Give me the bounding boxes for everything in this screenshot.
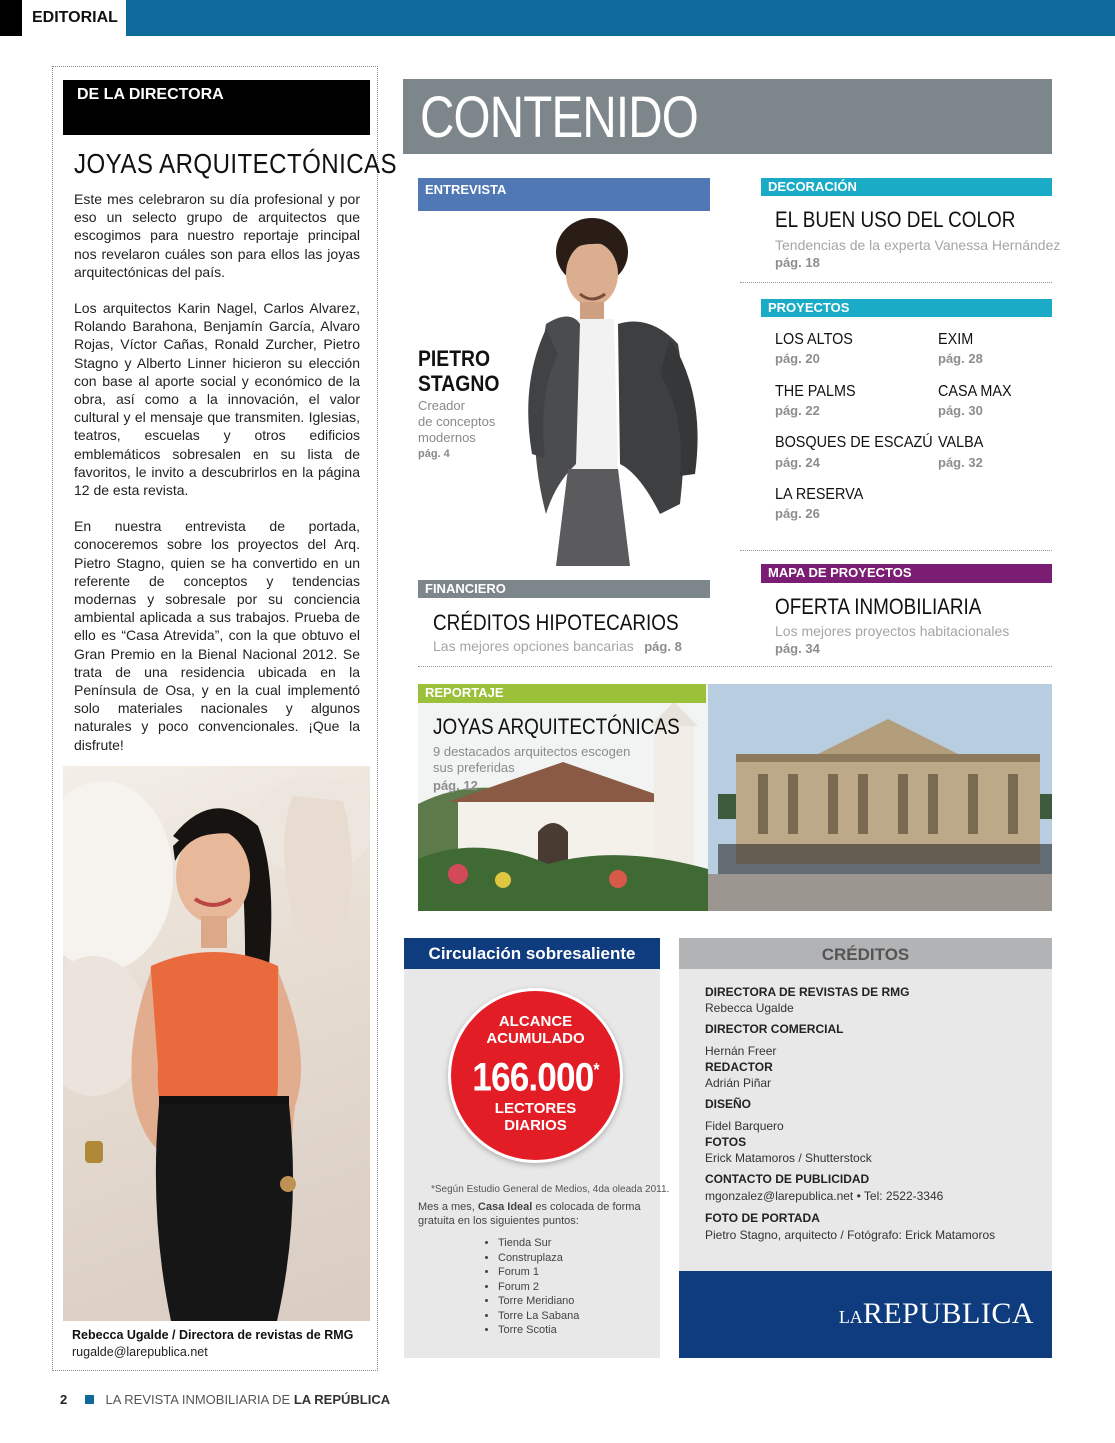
credit-value: Fidel Barquero (705, 1119, 784, 1133)
top-bar (0, 0, 1115, 36)
interviewee-name-line: STAGNO (418, 371, 500, 396)
project-page[interactable]: pág. 30 (938, 403, 983, 418)
circulation-text (418, 1200, 646, 1228)
credits-title: CRÉDITOS (679, 938, 1052, 969)
distribution-points (478, 1236, 579, 1338)
credit-value: Rebecca Ugalde (705, 1001, 794, 1015)
reportaje-label: REPORTAJE (418, 684, 706, 703)
mapa-subtitle: Los mejores proyectos habitacionales (775, 623, 1010, 639)
contents-title: CONTENIDO (420, 85, 698, 150)
editorial-paragraph: En nuestra entrevista de portada, conoceremos sobre los proyectos del Arq. Pietro Stagno, quien se ha convertido en un referente de conceptos y tendencias modernas y sobresale por su conciencia ambiental aplicada a sus trabajos. Prueba de ello es “Casa Atrevida”, con la que obtuvo el Gran Premio en la Bienal Nacional 2012. Se trata de una residencia ubicada en la Península de Osa, y en la cual implementó solo materiales nacionales y algunos naturales y poco convencionales. ¡Que la disfrute! (74, 518, 360, 753)
reportaje-page[interactable]: pág. 12 (433, 778, 478, 793)
editorial-title: JOYAS ARQUITECTÓNICAS (74, 148, 398, 179)
interviewee-photo (510, 214, 710, 566)
credit-role: FOTO DE PORTADA (705, 1211, 820, 1225)
mapa-page[interactable]: pág. 34 (775, 641, 820, 656)
project-name[interactable]: THE PALMS (775, 383, 856, 400)
decoracion-subtitle: Tendencias de la experta Vanessa Hernández (775, 237, 1061, 253)
photo-caption-name: Rebecca Ugalde / Directora de revistas de RMG (72, 1328, 354, 1342)
interviewee-description-line: de conceptos (418, 414, 496, 429)
interviewee-description (418, 398, 495, 446)
reach-badge (448, 988, 623, 1163)
project-page[interactable]: pág. 28 (938, 351, 983, 366)
interviewee-name-line: PIETRO (418, 346, 491, 371)
project-name[interactable]: LOS ALTOS (775, 331, 853, 348)
reach-line: ALCANCE (498, 1013, 573, 1030)
reach-asterisk: * (593, 1060, 599, 1080)
project-page[interactable]: pág. 22 (775, 403, 820, 418)
brand-logo (839, 1297, 1034, 1331)
page-footer (60, 1392, 390, 1407)
credit-value[interactable]: mgonzalez@larepublica.net • Tel: 2522-3346 (705, 1189, 944, 1203)
circulation-title: Circulación sobresaliente (404, 938, 660, 969)
reach-line: ACUMULADO (486, 1030, 585, 1047)
mapa-title[interactable]: OFERTA INMOBILIARIA (775, 594, 982, 619)
project-name[interactable]: VALBA (938, 434, 984, 451)
footer-brand: LA REPÚBLICA (293, 1392, 391, 1407)
circulation-text-post: es colocada de forma gratuita en los siguientes puntos: (418, 1201, 641, 1227)
top-bar-black-tab (0, 0, 22, 36)
brand-logo-small: LA (838, 1307, 863, 1327)
distribution-point: • Forum 1 (498, 1265, 579, 1280)
financiero-label: FINANCIERO (418, 580, 710, 598)
credit-value: Pietro Stagno, arquitecto / Fotógrafo: Erick Matamoros (705, 1228, 996, 1242)
project-page[interactable]: pág. 24 (775, 455, 820, 470)
editorial-paragraph: Este mes celebraron su día profesional y por eso un selecto grupo de arquitectos que escogimos para nuestro reportaje principal nos revelaron cuáles son para ellos las joyas arquitectónicas del país. (74, 191, 360, 280)
project-name[interactable]: CASA MAX (938, 383, 1012, 400)
project-page[interactable]: pág. 26 (775, 506, 820, 521)
section-tab: EDITORIAL (22, 0, 126, 36)
divider (740, 550, 1052, 551)
credit-value: Erick Matamoros / Shutterstock (705, 1151, 872, 1165)
interviewee-description-line: Creador (418, 398, 465, 413)
credit-role: DIRECTOR COMERCIAL (705, 1022, 844, 1036)
distribution-point: • Construplaza (498, 1251, 579, 1266)
financiero-subline (433, 638, 682, 656)
reach-number-wrap (461, 1047, 610, 1100)
brand-logo-bar (679, 1271, 1052, 1358)
divider (418, 666, 1052, 667)
interviewee-name (418, 346, 499, 396)
decoracion-page[interactable]: pág. 18 (775, 255, 820, 270)
circulation-text-brand: Casa Ideal (477, 1201, 533, 1213)
project-name[interactable]: EXIM (938, 331, 974, 348)
reach-number: 166.000 (472, 1055, 594, 1100)
distribution-point: • Torre La Sabana (498, 1309, 579, 1324)
credit-value: Hernán Freer (705, 1044, 777, 1058)
credit-role: CONTACTO DE PUBLICIDAD (705, 1172, 870, 1186)
entrevista-label: ENTREVISTA (418, 178, 710, 211)
brand-logo-big: REPUBLICA (862, 1297, 1034, 1330)
director-illustration (63, 766, 370, 1321)
project-page[interactable]: pág. 20 (775, 351, 820, 366)
interviewee-page[interactable]: pág. 4 (418, 448, 450, 460)
credit-role: FOTOS (705, 1135, 747, 1149)
circulation-footnote: *Según Estudio General de Medios, 4da oleada 2011. (431, 1184, 670, 1195)
decoracion-title[interactable]: EL BUEN USO DEL COLOR (775, 207, 1016, 232)
reportaje-subtitle (433, 744, 630, 776)
editorial-body (74, 190, 360, 772)
credit-role: REDACTOR (705, 1060, 773, 1074)
project-name[interactable]: LA RESERVA (775, 486, 864, 503)
credit-role: DISEÑO (705, 1097, 752, 1111)
circulation-text-pre: Mes a mes, (418, 1201, 478, 1213)
page-number: 2 (60, 1392, 68, 1407)
credits-list (705, 985, 1040, 1242)
financiero-title[interactable]: CRÉDITOS HIPOTECARIOS (433, 610, 679, 635)
reportaje-subtitle-line: 9 destacados arquitectos escogen (433, 744, 631, 759)
mapa-label: MAPA DE PROYECTOS (761, 564, 1052, 583)
interviewee-description-line: modernos (418, 430, 476, 445)
project-name[interactable]: BOSQUES DE ESCAZÚ (775, 434, 933, 451)
editorial-paragraph: Los arquitectos Karin Nagel, Carlos Alvarez, Rolando Barahona, Benjamín García, Alvaro Rojas, Víctor Cañas, Ronald Zurcher, Pietro Stagno y Alberto Linner hicieron su elección con base al aporte social y económico de la obra, así como a la innovación, el valor cultural y el mensaje que transmiten. Iglesias, teatros, escuelas y otros edificios emblemáticos sobresalen en su lista de favoritos, le invito a descubrirlos en la página 12 de esta revista. (74, 300, 360, 499)
reach-line: DIARIOS (504, 1117, 567, 1135)
financiero-page[interactable]: pág. 8 (644, 639, 682, 654)
distribution-point: • Torre Scotia (498, 1323, 579, 1338)
editorial-section-label: DE LA DIRECTORA (63, 80, 370, 135)
footer-square-icon (85, 1395, 94, 1404)
photo-caption-email[interactable]: rugalde@larepublica.net (72, 1345, 208, 1359)
distribution-point: • Torre Meridiano (498, 1294, 579, 1309)
divider (740, 282, 1052, 283)
project-page[interactable]: pág. 32 (938, 455, 983, 470)
director-photo (63, 766, 370, 1321)
reach-line: LECTORES (494, 1100, 577, 1118)
proyectos-label: PROYECTOS (761, 299, 1052, 317)
credit-value: Adrián Piñar (705, 1076, 772, 1090)
decoracion-label: DECORACIÓN (761, 178, 1052, 196)
interviewee-illustration (510, 214, 710, 566)
reportaje-subtitle-line: sus preferidas (433, 760, 515, 775)
credit-role: DIRECTORA DE REVISTAS DE RMG (705, 985, 910, 999)
footer-text: LA REVISTA INMOBILIARIA DE (105, 1392, 294, 1407)
financiero-subtitle: Las mejores opciones bancarias (433, 638, 634, 654)
distribution-point: • Forum 2 (498, 1280, 579, 1295)
reportaje-title[interactable]: JOYAS ARQUITECTÓNICAS (433, 714, 680, 739)
distribution-point: • Tienda Sur (498, 1236, 579, 1251)
